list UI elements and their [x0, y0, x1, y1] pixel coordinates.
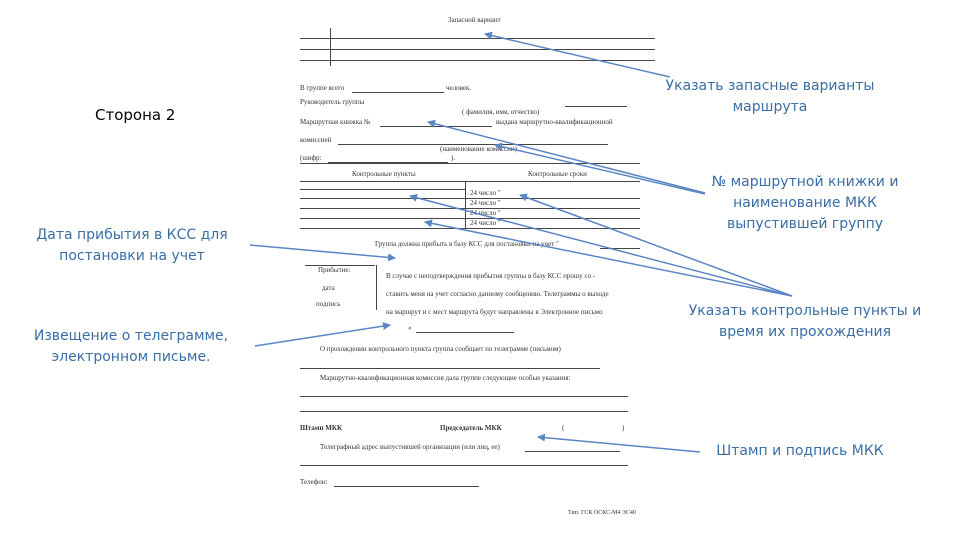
col-times: Контрольные сроки: [528, 170, 587, 178]
footer-code: Тип. ГСК ОСКС-М4 ЭС40: [568, 510, 636, 516]
phone-label: Телефон:: [300, 478, 328, 486]
arrow-arrival: [250, 245, 395, 258]
must-arrive: Группа должна прибыть в базу КСС для постановки на учет ": [375, 240, 559, 248]
stamp-label: Штамп МКК: [300, 424, 343, 432]
arrow-telegram: [255, 325, 390, 346]
arrival-sign: подпись: [316, 300, 341, 308]
commission-label: комиссией: [300, 136, 332, 144]
time-row: 24 число ": [470, 209, 501, 217]
arrow-route-book-2: [495, 145, 705, 194]
chairman-label: Председатель МКК: [440, 424, 502, 432]
notice-line-3: на маршрут и с мест маршрута будут направлены в Электронное письмо: [386, 308, 603, 316]
side-label: Сторона 2: [95, 106, 176, 124]
cipher-close: ).: [451, 154, 456, 162]
arrival-date: дата: [322, 284, 335, 292]
chairman-paren-close: ): [622, 424, 625, 432]
arrow-route-book: [428, 122, 705, 193]
route-book-label: Маршрутная книжка №: [300, 118, 371, 126]
commission-hint: (наименование комиссии): [440, 145, 518, 153]
special-notes: Маршрутно-квалификационная комиссия дала группе следующие особые указания:: [320, 374, 571, 382]
note-telegram-email: Извещение о телеграмме, электронном письме.: [33, 328, 229, 365]
note-control-points: Указать контрольные пункты и время их прохождения: [688, 303, 922, 340]
notice-line-1: В случае с неподтверждения прибытия группы в базу КСС прошу со -: [386, 272, 596, 280]
telegraph-address: Телеграфный адрес выпустившей организации (или лиц, ее): [320, 443, 500, 451]
arrival-label: Прибытие:: [318, 266, 351, 274]
note-route-book-mkk: № маршрутной книжки и наименование МКК выпустившей группу: [711, 174, 899, 232]
time-row: 24 число ": [470, 219, 501, 227]
time-row: 24 число ": [470, 199, 501, 207]
issued-by: выдана маршрутно-квалификационной: [496, 118, 613, 126]
cipher-label: (шифр:: [300, 154, 322, 162]
notice-line-2: ставить меня на учет согласно данному сообщению. Телеграммы о выходе: [386, 290, 609, 298]
note-spare-routes: Указать запасные варианты маршрута: [665, 78, 875, 115]
leader-label: Руководитель группы: [300, 98, 365, 106]
group-total-unit: человек.: [446, 84, 472, 92]
col-points: Контрольные пункты: [352, 170, 416, 178]
chairman-paren-open: (: [562, 424, 565, 432]
group-total-label: В группе всего: [300, 84, 345, 92]
spare-header: Запасной вариант: [448, 16, 501, 24]
telegram-notice: О прохождении контрольного пункта группа сообщает по телеграмме (письмом): [320, 345, 561, 353]
note-stamp-signature: Штамп и подпись МКК: [716, 443, 884, 459]
notice-line-4: «: [408, 324, 412, 332]
note-arrival-kss: Дата прибытия в КСС для постановки на учет: [36, 227, 228, 264]
time-row: 24 число ": [470, 189, 501, 197]
arrow-stamp: [538, 437, 700, 452]
arrow-spare-routes: [485, 34, 670, 77]
leader-hint: ( фамилия, имя, отчество): [462, 108, 540, 116]
